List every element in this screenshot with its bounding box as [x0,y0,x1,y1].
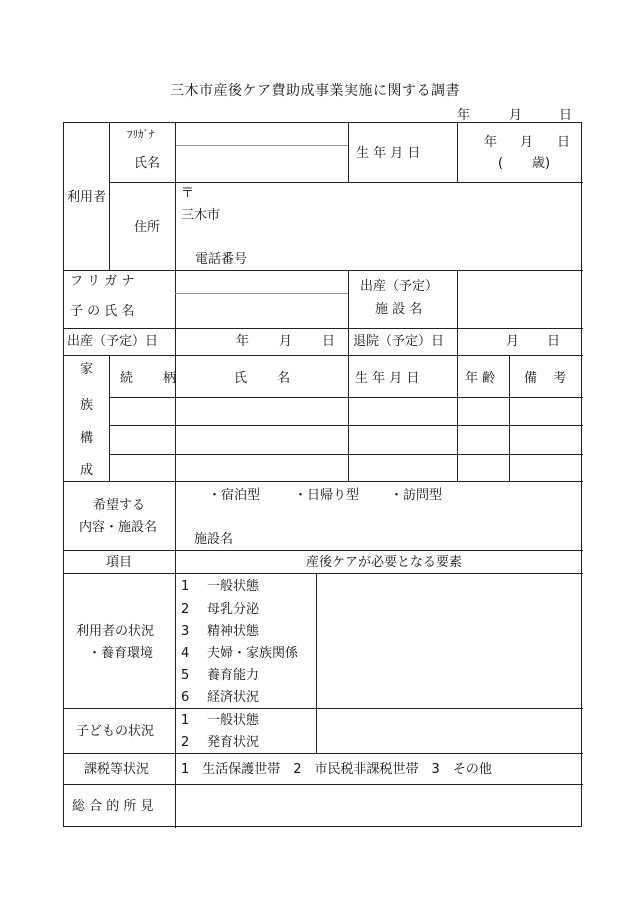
request-label-line2: 内容・施設名 [79,520,158,535]
col-relation-header: 続 柄 [120,371,190,386]
discharge-date-label: 退院（予定）日 [353,334,445,349]
child-status-label: 子どもの状況 [76,724,155,739]
request-label-line1: 希望する [93,498,146,513]
child-item-1-text: 一般状態 [207,713,260,728]
user-item-1-no: 1 [181,579,190,594]
birth-date-label: 出産（予定）日 [67,334,159,349]
need-header: 産後ケアが必要となる要素 [306,555,463,570]
col-note-header: 備 考 [524,371,573,386]
child-item-2-no: 2 [181,735,190,750]
request-facility-label: 施設名 [194,532,234,547]
summary-label: 総 合 的 所 見 [72,799,154,814]
user-furigana-label: ﾌﾘｶﾞﾅ [127,128,155,141]
city-name: 三木市 [181,208,221,223]
option-daytrip-type: ・日帰り型 [294,488,360,503]
child-name-label: 子 の 氏 名 [70,304,135,319]
user-age-label: 歳) [532,156,551,171]
user-section-label: 利用者 [67,190,107,205]
family-label-char-4: 成 [80,463,94,478]
item-header: 項目 [106,555,133,570]
user-item-3-no: 3 [181,624,190,639]
child-item-1-no: 1 [181,713,190,728]
user-birth-year-label: 年 [484,135,498,150]
user-status-label-line2: ・養育環境 [88,646,154,661]
birth-facility-label-line2: 施 設 名 [375,302,423,317]
birth-facility-label-line1: 出産（予定） [360,279,439,294]
user-item-6-text: 経済状況 [207,690,260,705]
option-stay-type: ・宿泊型 [208,488,261,503]
date-month-label: 月 [509,108,523,123]
col-birthdate-header: 生 年 月 日 [355,371,420,386]
family-label-char-3: 構 [80,431,94,446]
postal-mark: 〒 [181,186,195,201]
birth-date-month: 月 [279,334,293,349]
user-item-1-text: 一般状態 [207,579,260,594]
user-birth-month-label: 月 [520,135,534,150]
tax-status-options: 1 生活保護世帯 2 市民税非課税世帯 3 その他 [181,762,492,777]
date-year-label: 年 [457,108,471,123]
document-title: 三木市産後ケア費助成事業実施に関する調書 [170,83,460,99]
phone-label: 電話番号 [195,252,248,267]
family-label-char-1: 家 [80,362,94,377]
user-item-4-text: 夫婦・家族関係 [207,646,299,661]
user-item-5-text: 養育能力 [207,668,260,683]
user-item-2-text: 母乳分泌 [207,602,260,617]
user-status-label-line1: 利用者の状況 [76,624,155,639]
tax-status-label: 課税等状況 [84,762,150,777]
user-name-label: 氏名 [134,156,161,171]
survey-form-table [63,122,582,827]
user-item-4-no: 4 [181,646,190,661]
discharge-day: 日 [547,334,561,349]
child-furigana-label: フ リ ガ ナ [70,274,135,289]
child-item-2-text: 発育状況 [207,735,260,750]
user-item-6-no: 6 [181,690,190,705]
col-name-header: 氏 名 [234,371,304,386]
user-birth-day-label: 日 [557,135,571,150]
user-birthdate-label: 生 年 月 日 [356,146,421,161]
col-age-header: 年 齢 [465,371,496,386]
discharge-month: 月 [506,334,520,349]
date-day-label: 日 [559,108,573,123]
user-age-open: ( [498,156,504,171]
user-item-2-no: 2 [181,602,190,617]
user-item-3-text: 精神状態 [207,624,260,639]
birth-date-year: 年 [236,334,250,349]
user-item-5-no: 5 [181,668,190,683]
user-address-label: 住所 [134,220,161,235]
family-label-char-2: 族 [80,398,94,413]
option-visit-type: ・訪問型 [390,488,443,503]
document-date [455,104,585,122]
birth-date-day: 日 [322,334,336,349]
